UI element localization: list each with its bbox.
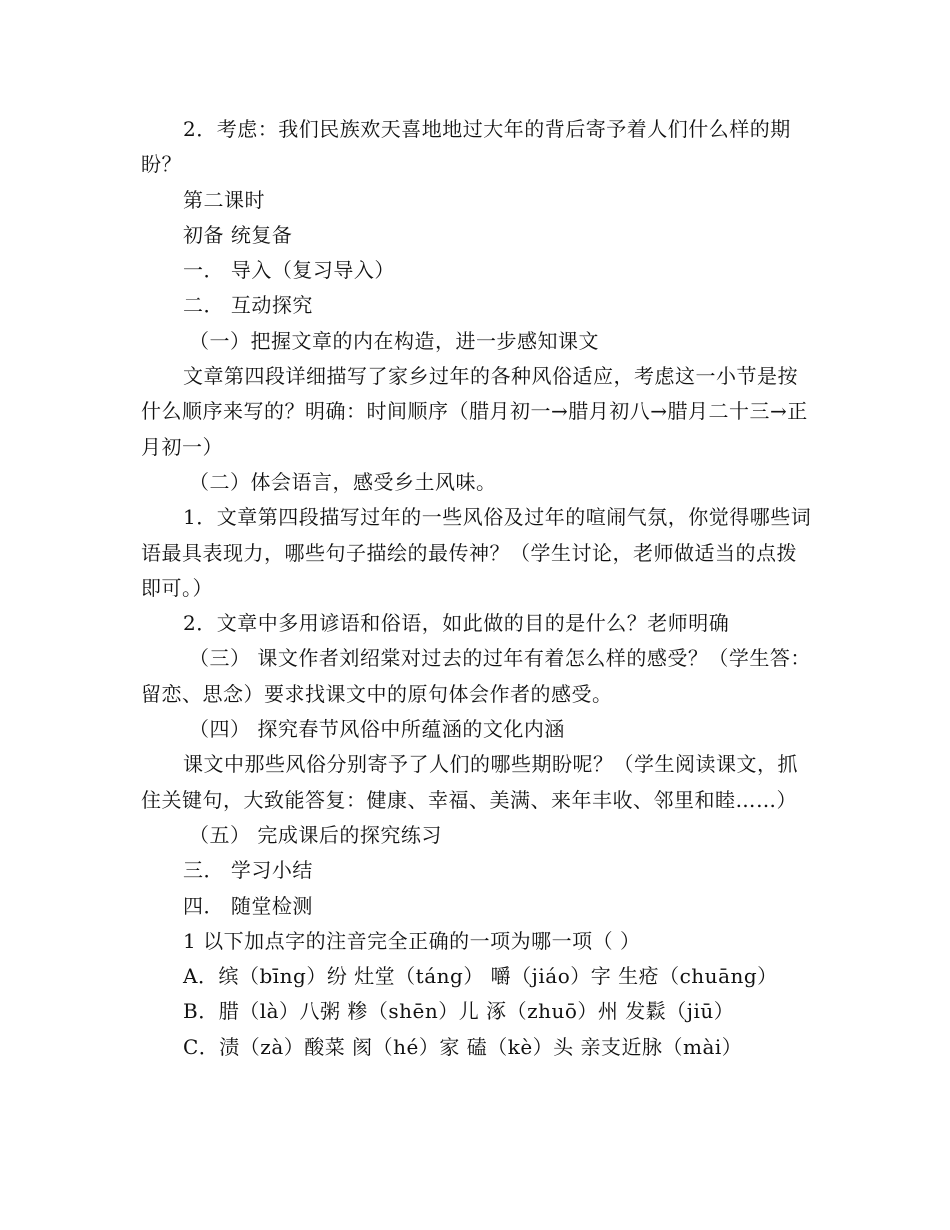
quiz-option-a: A．缤（bīng）纷 灶堂（táng） 嚼（jiáo）字 生疮（chuāng） <box>183 964 778 989</box>
subsection-heading-4: （四） 探究春节风俗中所蕴涵的文化内涵 <box>189 717 565 742</box>
paragraph-structure: 文章第四段详细描写了家乡过年的各种风俗适应，考虑这一小节是按什么顺序来写的？明确：时间顺序（腊月初一→腊月初八→腊月二十三→正月初一） <box>141 364 808 459</box>
subsection-heading-3: （三） 课文作者刘绍棠对过去的过年有着怎么样的感受？（学生答：留恋、思念）要求找课文中的原句体会作者的感受。 <box>141 646 811 706</box>
paragraph-culture: 课文中那些风俗分别寄予了人们的哪些期盼呢？（学生阅读课文，抓住关键句，大致能答复：健康、幸福、美满、来年丰收、邻里和睦……） <box>141 752 798 812</box>
quiz-question-1: 1 以下加点字的注音完全正确的一项为哪一项（ ） <box>183 928 641 953</box>
section-heading-3: 三． 学习小结 <box>183 858 313 883</box>
paragraph-language-1: 1．文章第四段描写过年的一些风俗及过年的喧闹气氛，你觉得哪些词语最具表现力，哪些句子描绘的最传神？（学生讨论，老师做适当的点拨即可。） <box>141 505 812 600</box>
quiz-option-b: B．腊（là）八粥 糁（shēn）儿 涿（zhuō）州 发鬏（jiū） <box>183 999 735 1024</box>
heading-second-lesson: 第二课时 <box>183 187 265 212</box>
section-heading-1: 一． 导入（复习导入） <box>183 258 395 283</box>
subsection-heading-5: （五） 完成课后的探究练习 <box>189 822 442 847</box>
prep-note: 初备 统复备 <box>183 222 293 247</box>
quiz-option-c: C．渍（zà）酸菜 阂（hé）家 磕（kè）头 亲支近脉（mài） <box>183 1034 743 1059</box>
section-heading-4: 四． 随堂检测 <box>183 893 313 918</box>
subsection-heading-1: （一）把握文章的内在构造，进一步感知课文 <box>189 328 599 353</box>
section-heading-2: 二． 互动探究 <box>183 293 313 318</box>
paragraph-language-2: 2．文章中多用谚语和俗语，如此做的目的是什么？老师明确 <box>183 611 730 636</box>
subsection-heading-2: （二）体会语言，感受乡土风味。 <box>189 469 497 494</box>
document-body <box>141 112 813 1065</box>
paragraph-question-2: 2．考虑：我们民族欢天喜地地过大年的背后寄予着人们什么样的期盼？ <box>141 117 791 177</box>
